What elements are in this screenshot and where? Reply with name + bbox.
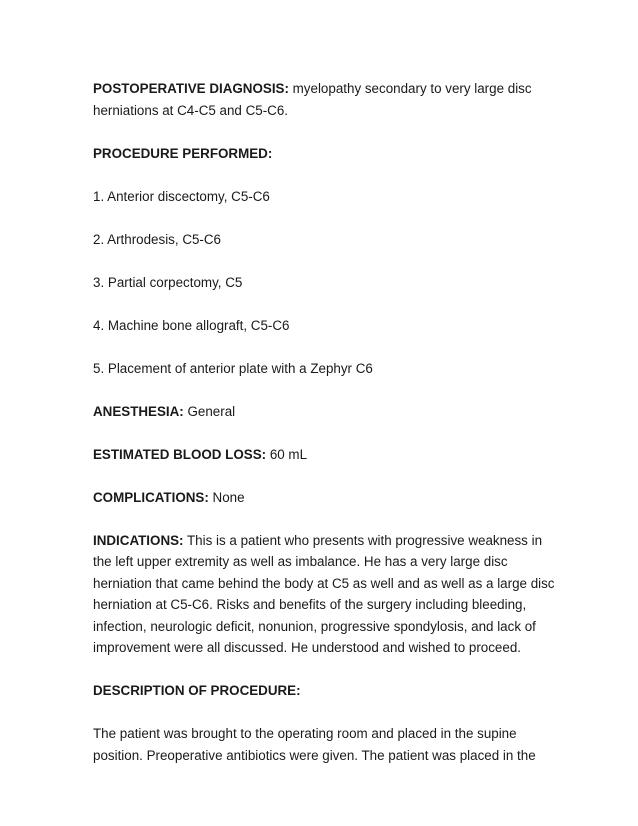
indications-text-line: improvement were all discussed. He understood and wished to proceed. (93, 640, 521, 655)
procedure-performed-label: PROCEDURE PERFORMED: (93, 145, 273, 161)
description-label: DESCRIPTION OF PROCEDURE: (93, 683, 301, 698)
procedure-item: 4. Machine bone allograft, C5-C6 (93, 317, 290, 333)
estimated-blood-loss-label: ESTIMATED BLOOD LOSS: (93, 446, 267, 462)
complications-value: None (208, 489, 245, 505)
postoperative-diagnosis-text: myelopathy secondary to very large disc (288, 81, 532, 96)
procedure-performed-heading (93, 143, 563, 165)
postoperative-diagnosis-label: POSTOPERATIVE DIAGNOSIS: (93, 81, 289, 96)
procedure-item: 3. Partial corpectomy, C5 (93, 274, 243, 290)
description-section (93, 723, 563, 766)
estimated-blood-loss-value: 60 mL (266, 446, 308, 462)
indications-text-line: herniation at C5-C6. Risks and benefits of the surgery including bleeding, (93, 597, 527, 612)
indications-text-line: infection, neurologic deficit, nonunion, progressive spondylosis, and lack of (93, 618, 536, 634)
description-text-line: The patient was brought to the operating room and placed in the supine (93, 726, 517, 741)
procedure-item: 2. Arthrodesis, C5-C6 (93, 231, 222, 247)
indications-text-line: This is a patient who presents with progressive weakness in (183, 532, 543, 548)
description-text-line: position. Preoperative antibiotics were given. The patient was placed in the (93, 747, 536, 763)
procedure-item: 1. Anterior discectomy, C5-C6 (93, 188, 270, 204)
indications-section (93, 530, 563, 659)
anesthesia-section (93, 401, 563, 423)
complications-label: COMPLICATIONS: (93, 489, 209, 505)
estimated-blood-loss-section (93, 444, 563, 466)
indications-text-line: the left upper extremity as well as imbalance. He has a very large disc (93, 554, 508, 569)
postoperative-diagnosis-section (93, 78, 563, 121)
postoperative-diagnosis-text-line2: herniations at C4-C5 and C5-C6. (93, 102, 289, 118)
description-heading (93, 680, 563, 702)
complications-section (93, 487, 563, 509)
indications-text-line: herniation that came behind the body at C5 as well and as well as a large disc (93, 575, 555, 591)
operative-report (93, 78, 563, 788)
anesthesia-value: General (183, 403, 236, 419)
procedure-item: 5. Placement of anterior plate with a Zephyr C6 (93, 360, 373, 376)
indications-label: INDICATIONS: (93, 532, 184, 548)
anesthesia-label: ANESTHESIA: (93, 403, 184, 419)
